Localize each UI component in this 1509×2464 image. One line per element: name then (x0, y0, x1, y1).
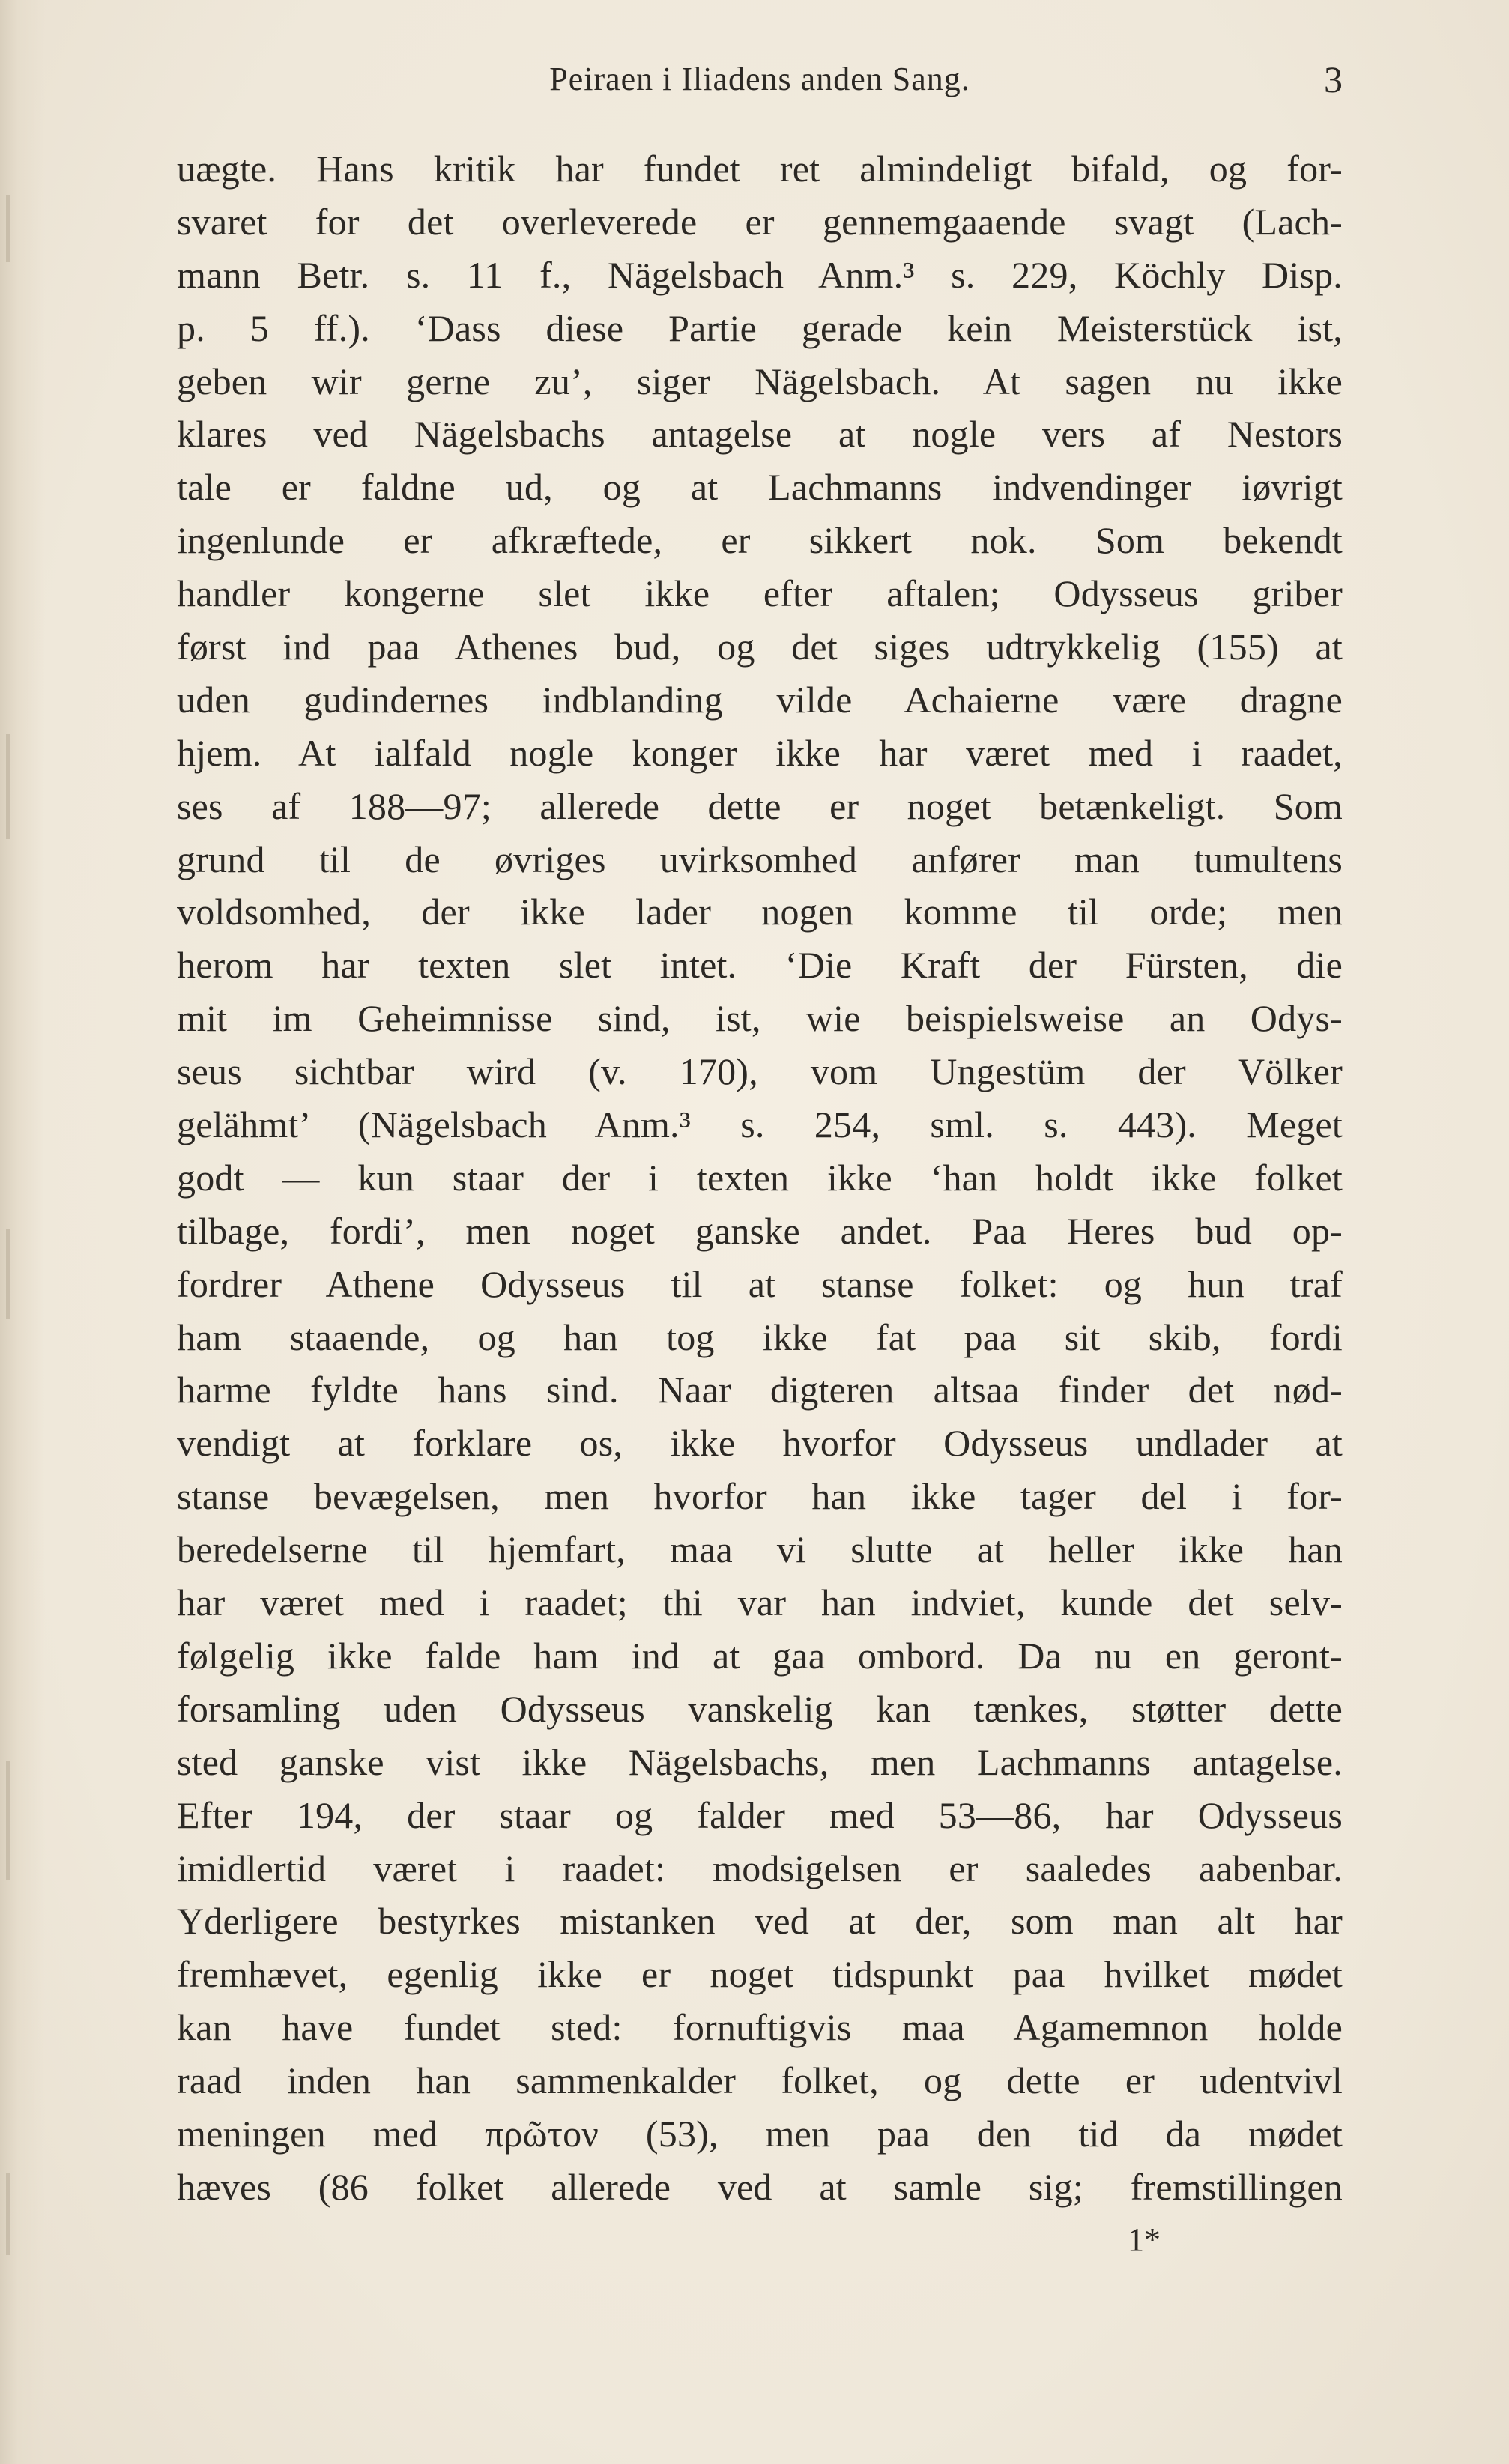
text-line: harme fyldte hans sind. Naar digteren altsaa finder det nød- (177, 1369, 1343, 1411)
page-number: 3 (1324, 58, 1343, 100)
text-line: har været med i raadet; thi var han indviet, kunde det selv- (177, 1581, 1343, 1624)
text-line: hjem. At ialfald nogle konger ikke har været med i raadet, (177, 731, 1343, 774)
body-text (177, 142, 1343, 2214)
text-line: mann Betr. s. 11 f., Nägelsbach Anm.³ s. 229, Köchly Disp. (177, 253, 1343, 296)
page-header (177, 52, 1343, 106)
text-line: voldsomhed, der ikke lader nogen komme til orde; men (177, 891, 1343, 933)
text-line: tale er faldne ud, og at Lachmanns indvendinger iøvrigt (177, 466, 1343, 509)
text-line: først ind paa Athenes bud, og det siges udtrykkelig (155) at (177, 626, 1343, 668)
text-line: handler kongerne slet ikke efter aftalen; Odysseus griber (177, 572, 1343, 615)
text-line: sted ganske vist ikke Nägelsbachs, men Lachmanns antagelse. (177, 1740, 1343, 1783)
text-line: Efter 194, der staar og falder med 53—86, har Odysseus (177, 1793, 1343, 1836)
text-line: hæves (86 folket allerede ved at samle sig; fremstillingen (177, 2165, 1343, 2208)
text-line: raad inden han sammenkalder folket, og dette er udentvivl (177, 2059, 1343, 2102)
gutter-mark (6, 1761, 10, 1880)
gutter-mark (6, 734, 10, 839)
running-title: Peiraen i Iliadens anden Sang. (549, 61, 970, 97)
text-line: tilbage, fordi’, men noget ganske andet. Paa Heres bud op- (177, 1209, 1343, 1252)
text-line: stanse bevægelsen, men hvorfor han ikke tager del i for- (177, 1475, 1343, 1518)
text-line: seus sichtbar wird (v. 170), vom Ungestüm der Völker (177, 1050, 1343, 1093)
text-line: Yderligere bestyrkes mistanken ved at der, som man alt har (177, 1900, 1343, 1943)
text-line: uægte. Hans kritik har fundet ret almindeligt bifald, og for- (177, 148, 1343, 190)
text-line: grund til de øvriges uvirksomhed anfører man tumultens (177, 838, 1343, 880)
text-line: svaret for det overleverede er gennemgaaende svagt (Lach- (177, 200, 1343, 243)
gutter-mark (6, 195, 10, 262)
gutter-mark (6, 1229, 10, 1319)
text-line: uden gudindernes indblanding vilde Achaierne være dragne (177, 678, 1343, 721)
text-line: forsamling uden Odysseus vanskelig kan tænkes, støtter dette (177, 1687, 1343, 1730)
text-line: følgelig ikke falde ham ind at gaa ombord. Da nu en geront- (177, 1634, 1343, 1677)
text-line: beredelserne til hjemfart, maa vi slutte at heller ikke han (177, 1528, 1343, 1571)
text-line: p. 5 ff.). ‘Dass diese Partie gerade kein Meisterstück ist, (177, 306, 1343, 349)
text-line: fremhævet, egenlig ikke er noget tidspunkt paa hvilket mødet (177, 1953, 1343, 1996)
signature-mark: 1* (1128, 2221, 1161, 2258)
text-line: meningen med πρῶτον (53), men paa den tid da mødet (177, 2112, 1343, 2155)
gutter-mark (6, 2173, 10, 2255)
text-line: ingenlunde er afkræftede, er sikkert nok. Som bekendt (177, 519, 1343, 562)
text-line: ses af 188—97; allerede dette er noget betænkeligt. Som (177, 784, 1343, 827)
text-line: ham staaende, og han tog ikke fat paa sit skib, fordi (177, 1316, 1343, 1358)
text-line: mit im Geheimnisse sind, ist, wie beispielsweise an Odys- (177, 997, 1343, 1040)
text-line: fordrer Athene Odysseus til at stanse folket: og hun traf (177, 1262, 1343, 1305)
text-line: godt — kun staar der i texten ikke ‘han holdt ikke folket (177, 1156, 1343, 1199)
text-line: geben wir gerne zu’, siger Nägelsbach. At sagen nu ikke (177, 360, 1343, 402)
text-line: vendigt at forklare os, ikke hvorfor Odysseus undlader at (177, 1422, 1343, 1465)
text-line: imidlertid været i raadet: modsigelsen er saaledes aabenbar. (177, 1847, 1343, 1889)
text-line: klares ved Nägelsbachs antagelse at nogle vers af Nestors (177, 413, 1343, 455)
text-line: kan have fundet sted: fornuftigvis maa Agamemnon holde (177, 2006, 1343, 2049)
text-line: herom har texten slet intet. ‘Die Kraft der Fürsten, die (177, 944, 1343, 987)
text-line: gelähmt’ (Nägelsbach Anm.³ s. 254, sml. s. 443). Meget (177, 1104, 1343, 1146)
